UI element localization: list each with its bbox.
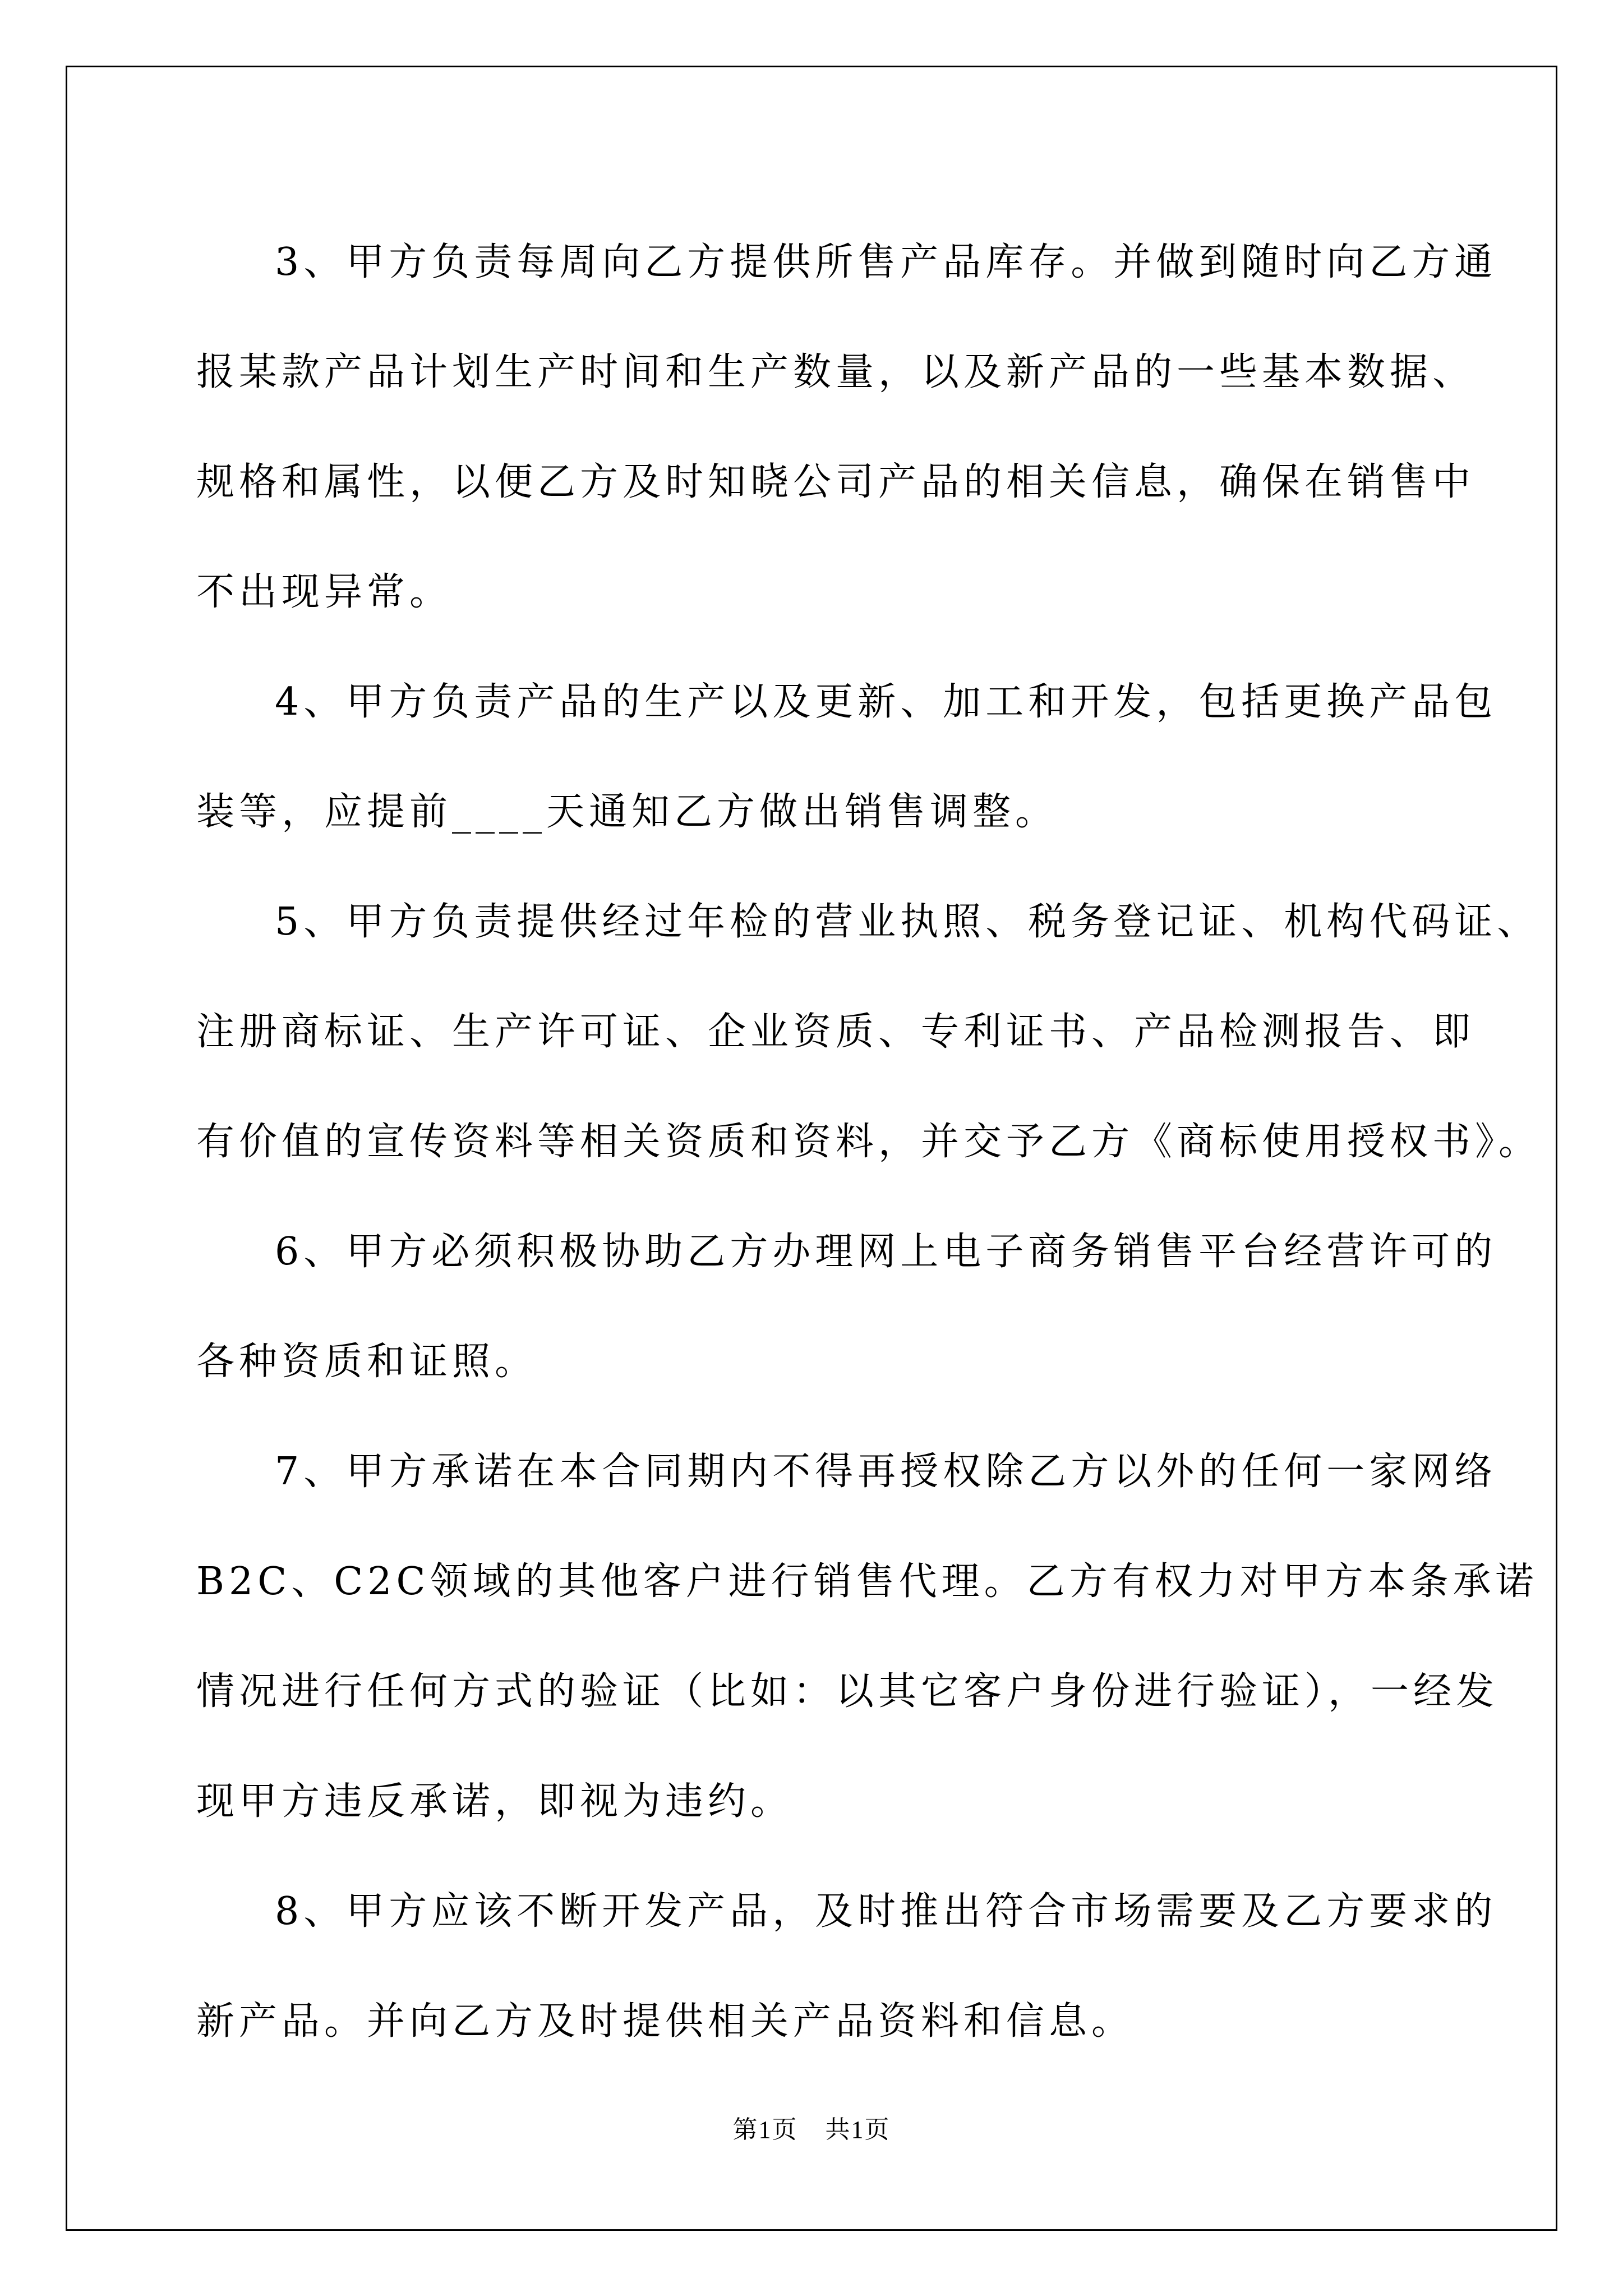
text-line: 不出现异常。 [196, 570, 453, 614]
text-line: 7、甲方承诺在本合同期内不得再授权除乙方以外的任何一家网络 [275, 1450, 1497, 1494]
page-total: 共1页 [825, 2116, 891, 2143]
clause-8 [196, 1857, 1497, 2077]
clause-6 [196, 1197, 1497, 1417]
text-line: B2C、C2C领域的其他客户进行销售代理。乙方有权力对甲方本条承诺 [196, 1559, 1538, 1604]
text-line: 情况进行任何方式的验证（比如：以其它客户身份进行验证），一经发 [196, 1669, 1499, 1714]
text-line: 4、甲方负责产品的生产以及更新、加工和开发，包括更换产品包 [275, 680, 1497, 724]
text-line: 报某款产品计划生产时间和生产数量，以及新产品的一些基本数据、 [196, 350, 1476, 394]
text-line: 各种资质和证照。 [196, 1340, 538, 1384]
clause-7 [196, 1417, 1538, 1857]
page-footer [0, 2109, 1623, 2145]
text-line: 装等，应提前____天通知乙方做出销售调整。 [196, 790, 1058, 834]
text-line: 5、甲方负责提供经过年检的营业执照、税务登记证、机构代码证、 [275, 900, 1540, 944]
text-line: 8、甲方应该不断开发产品，及时推出符合市场需要及乙方要求的 [275, 1889, 1497, 1934]
clause-3 [196, 208, 1497, 647]
page-number: 第1页 [732, 2116, 798, 2143]
text-line: 有价值的宣传资料等相关资质和资料，并交予乙方《商标使用授权书》。 [196, 1120, 1542, 1164]
text-line: 规格和属性，以便乙方及时知晓公司产品的相关信息，确保在销售中 [196, 460, 1476, 504]
text-line: 6、甲方必须积极协助乙方办理网上电子商务销售平台经营许可的 [275, 1230, 1497, 1274]
clause-5 [196, 867, 1542, 1197]
clause-4 [196, 647, 1497, 867]
document-body [196, 208, 1542, 2077]
text-line: 新产品。并向乙方及时提供相关产品资料和信息。 [196, 1999, 1135, 2044]
text-line: 现甲方违反承诺，即视为违约。 [196, 1779, 794, 1824]
text-line: 3、甲方负责每周向乙方提供所售产品库存。并做到随时向乙方通 [275, 240, 1497, 284]
text-line: 注册商标证、生产许可证、企业资质、专利证书、产品检测报告、即 [196, 1010, 1476, 1054]
